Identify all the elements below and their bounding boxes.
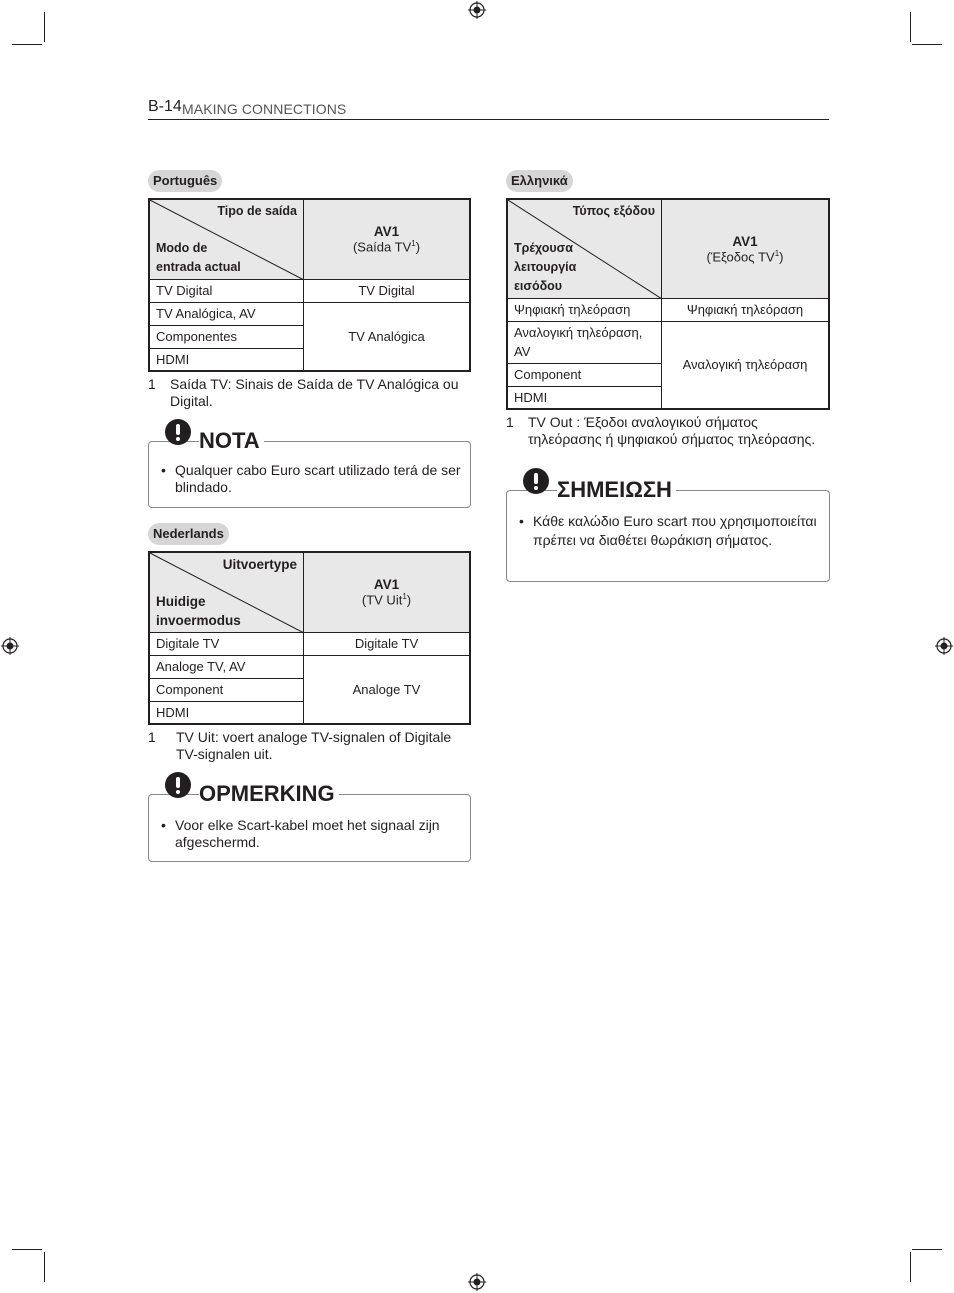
output-type-label: Uitvoertype [222, 557, 297, 572]
input-mode-label: Τρέχουσα λειτουργία εισόδου [514, 240, 577, 293]
input-mode-label: Huidige invoermodus [156, 593, 241, 628]
note-body: • Qualquer cabo Euro scart utilizado terá de ser blindado. [161, 462, 461, 495]
table-header-diagonal [507, 199, 662, 298]
table-cell: Αναλογική τηλεόραση [662, 321, 830, 409]
connection-table-greek [506, 198, 830, 410]
note-box [148, 781, 471, 862]
registration-mark-icon [468, 1273, 486, 1291]
crop-mark [44, 12, 45, 42]
table-header-diagonal [149, 552, 304, 632]
table-row: Αναλογική τηλεόραση, AV [507, 321, 662, 363]
crop-mark [44, 1252, 45, 1282]
table-row: Digitale TV [149, 632, 304, 655]
av1-header: AV1 (Έξοδος $TV^1$) [662, 199, 830, 298]
note-box [506, 477, 830, 582]
language-label-greek: Ελληνικά [506, 170, 573, 192]
crop-mark [910, 12, 911, 42]
output-type-label: Tipo de saída [217, 204, 297, 218]
table-header-diagonal [149, 199, 304, 279]
exclamation-icon [165, 419, 191, 445]
table-cell: Analoge TV [304, 655, 471, 724]
footnote: 1 TV Out : Έξοδοι αναλογικού σήματος τηλεόρασης ή ψηφιακού σήματος τηλεόρασης. [506, 414, 816, 447]
table-row: Analoge TV, AV [149, 655, 304, 678]
table-row: Component [149, 678, 304, 701]
crop-mark [12, 44, 42, 45]
page-number: B-14 [148, 98, 182, 115]
table-cell: Digitale TV [304, 632, 471, 655]
crop-mark [12, 1249, 42, 1250]
footnote: 1 Saída TV: Sinais de Saída de TV Analógica ou Digital. [148, 376, 459, 409]
exclamation-icon [165, 772, 191, 798]
table-row: HDMI [149, 348, 304, 371]
table-cell: TV Analógica [304, 302, 471, 371]
table-row: TV Analógica, AV [149, 302, 304, 325]
note-body: • Voor elke Scart-kabel moet het signaal zijn afgeschermd. [161, 817, 440, 850]
input-mode-label: Modo de entrada actual [156, 240, 241, 274]
table-row: Component [507, 363, 662, 386]
table-cell: Ψηφιακή τηλεόραση [662, 298, 830, 321]
section-title: MAKING CONNECTIONS [182, 101, 347, 117]
crop-mark [910, 1252, 911, 1282]
note-body: • Κάθε καλώδιο Euro scart που χρησιμοποιείται πρέπει να διαθέτει θωράκιση σήματος. [519, 513, 817, 548]
crop-mark [912, 1249, 942, 1250]
connection-table-portuguese [148, 198, 471, 372]
av1-header: AV1 (TV Uit$^1$) [304, 552, 471, 632]
output-type-label: Τύπος εξόδου [572, 204, 655, 218]
crop-mark [912, 44, 942, 45]
av1-header: AV1 (Saída $TV^1$) [304, 199, 471, 279]
footnote: 1 TV Uit: voert analoge TV-signalen of Digitale TV-signalen uit. [148, 729, 452, 762]
page-header [148, 98, 829, 120]
note-title: OPMERKING [199, 781, 339, 807]
note-title: ΣΗΜΕΙΩΣΗ [557, 477, 676, 503]
table-row: TV Digital [149, 279, 304, 302]
table-row: HDMI [149, 701, 304, 724]
registration-mark-icon [468, 1, 486, 19]
connection-table-dutch [148, 551, 471, 725]
exclamation-icon [523, 468, 549, 494]
note-box [148, 428, 471, 508]
language-label-dutch: Nederlands [148, 523, 229, 545]
registration-mark-icon [935, 637, 953, 655]
language-label-portuguese: Português [148, 170, 222, 192]
table-row: Componentes [149, 325, 304, 348]
registration-mark-icon [1, 637, 19, 655]
table-cell: TV Digital [304, 279, 471, 302]
table-row: Ψηφιακή τηλεόραση [507, 298, 662, 321]
table-row: HDMI [507, 386, 662, 409]
note-title: NOTA [199, 428, 264, 454]
